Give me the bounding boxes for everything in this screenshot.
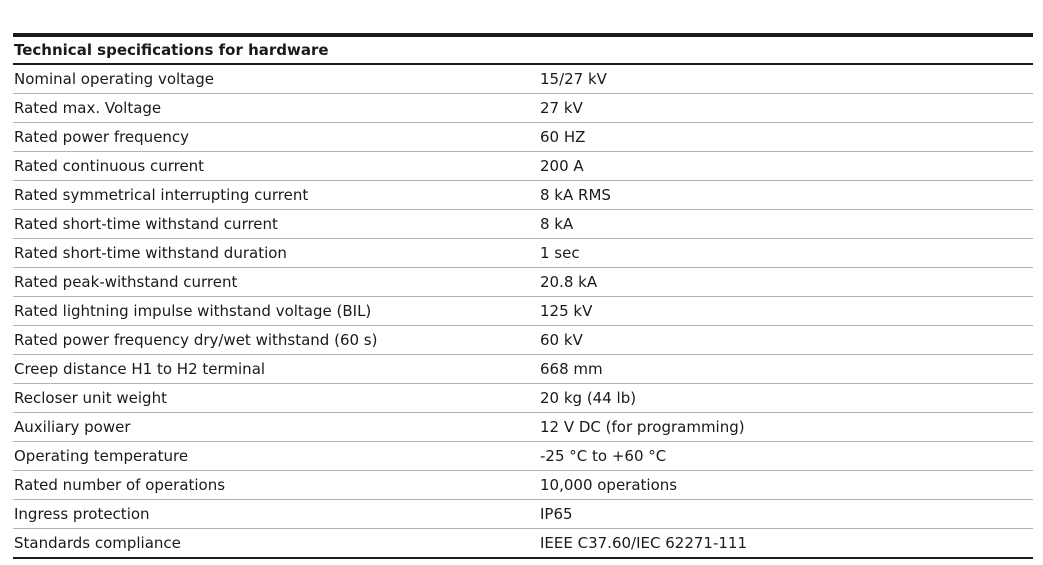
spec-label: Rated max. Voltage — [13, 94, 539, 123]
table-row — [13, 210, 1033, 239]
spec-label: Rated power frequency dry/wet withstand (60 s) — [13, 326, 539, 355]
spec-value: IP65 — [539, 500, 1033, 529]
table-row — [13, 471, 1033, 500]
spec-value: 1 sec — [539, 239, 1033, 268]
spec-label: Creep distance H1 to H2 terminal — [13, 355, 539, 384]
spec-value: 20 kg (44 lb) — [539, 384, 1033, 413]
spec-label: Operating temperature — [13, 442, 539, 471]
spec-label: Rated peak-withstand current — [13, 268, 539, 297]
table-row — [13, 181, 1033, 210]
table-row — [13, 64, 1033, 94]
table-row — [13, 268, 1033, 297]
table-row — [13, 297, 1033, 326]
spec-label: Standards compliance — [13, 529, 539, 559]
spec-value: 12 V DC (for programming) — [539, 413, 1033, 442]
spec-value: 668 mm — [539, 355, 1033, 384]
table-row — [13, 413, 1033, 442]
spec-value: 60 HZ — [539, 123, 1033, 152]
table-row — [13, 384, 1033, 413]
table-row — [13, 94, 1033, 123]
spec-label: Recloser unit weight — [13, 384, 539, 413]
table-row — [13, 152, 1033, 181]
spec-value: IEEE C37.60/IEC 62271-111 — [539, 529, 1033, 559]
spec-value: 10,000 operations — [539, 471, 1033, 500]
table-row — [13, 500, 1033, 529]
spec-value: 8 kA — [539, 210, 1033, 239]
spec-table-body — [13, 64, 1033, 558]
spec-table-header-row — [13, 35, 1033, 64]
spec-table — [13, 33, 1033, 559]
table-row — [13, 442, 1033, 471]
spec-label: Rated number of operations — [13, 471, 539, 500]
spec-value: 27 kV — [539, 94, 1033, 123]
spec-label: Rated lightning impulse withstand voltage (BIL) — [13, 297, 539, 326]
spec-label: Rated power frequency — [13, 123, 539, 152]
spec-table-title: Technical specifications for hardware — [13, 35, 1033, 64]
spec-label: Rated short-time withstand current — [13, 210, 539, 239]
spec-table-header — [13, 35, 1033, 64]
spec-label: Rated symmetrical interrupting current — [13, 181, 539, 210]
spec-value: 15/27 kV — [539, 64, 1033, 94]
spec-value: -25 °C to +60 °C — [539, 442, 1033, 471]
spec-value: 20.8 kA — [539, 268, 1033, 297]
spec-label: Auxiliary power — [13, 413, 539, 442]
spec-value: 125 kV — [539, 297, 1033, 326]
table-row — [13, 355, 1033, 384]
spec-label: Ingress protection — [13, 500, 539, 529]
table-row — [13, 529, 1033, 559]
table-row — [13, 326, 1033, 355]
table-row — [13, 239, 1033, 268]
spec-value: 60 kV — [539, 326, 1033, 355]
spec-label: Rated short-time withstand duration — [13, 239, 539, 268]
table-row — [13, 123, 1033, 152]
spec-value: 200 A — [539, 152, 1033, 181]
spec-label: Nominal operating voltage — [13, 64, 539, 94]
spec-value: 8 kA RMS — [539, 181, 1033, 210]
spec-label: Rated continuous current — [13, 152, 539, 181]
